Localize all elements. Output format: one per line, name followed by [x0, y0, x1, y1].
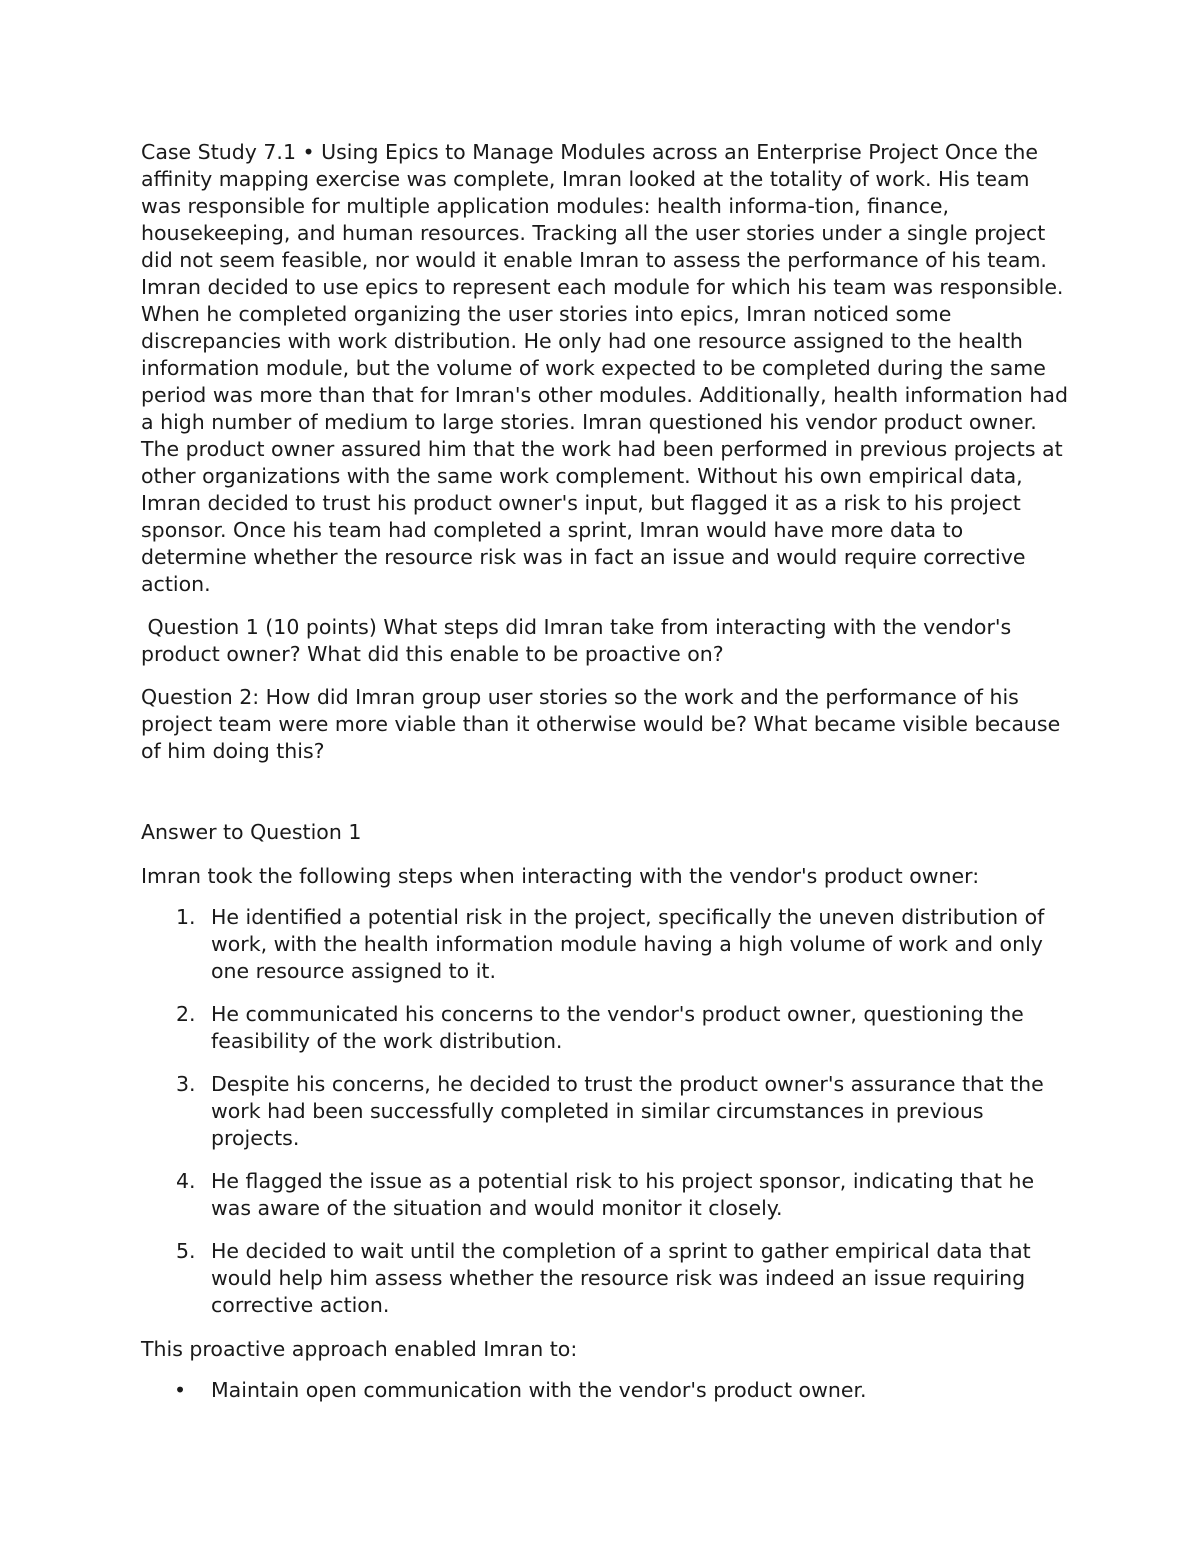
list-item — [141, 1238, 1071, 1319]
list-number: 1. — [176, 905, 196, 929]
answer-lead: Imran took the following steps when interacting with the vendor's product owner: — [141, 864, 980, 888]
list-item — [141, 1377, 1071, 1404]
question-1: Question 1 (10 points) What steps did Imran take from interacting with the vendor's product owner? What did this enable to be proactive on? — [141, 615, 1018, 666]
case-study-paragraph: Case Study 7.1 • Using Epics to Manage Modules across an Enterprise Project Once the affinity mapping exercise was complete, Imran looked at the totality of work. His team was responsible for multiple application modules: health informa-tion, finance, housekeeping, and human resources. Tracking all the user stories under a single project did not seem feasible, nor would it enable Imran to assess the performance of his team. Imran decided to use epics to represent each module for which his team was responsible. When he completed organizing the user stories into epics, Imran noticed some discrepancies with work distribution. He only had one resource assigned to the health information module, but the volume of work expected to be completed during the same period was more than that for Imran's other modules. Additionally, health information had a high number of medium to large stories. Imran questioned his vendor product owner. The product owner assured him that the work had been performed in previous projects at other organizations with the same work complement. Without his own empirical data, Imran decided to trust his product owner's input, but flagged it as a risk to his project sponsor. Once his team had completed a sprint, Imran would have more data to determine whether the resource risk was in fact an issue and would require corrective action. — [141, 140, 1068, 596]
list-item — [141, 1001, 1071, 1055]
closing-paragraph: This proactive approach enabled Imran to: — [141, 1337, 578, 1361]
list-item-text: He communicated his concerns to the vendor's product owner, questioning the feasibility of the work distribution. — [211, 1002, 1024, 1053]
list-number: 3. — [176, 1072, 196, 1096]
list-item — [141, 1168, 1071, 1222]
answer-heading: Answer to Question 1 — [141, 820, 362, 844]
bullet-icon: • — [174, 1378, 187, 1402]
list-item-text: Despite his concerns, he decided to trust the product owner's assurance that the work had been successfully completed in similar circumstances in previous projects. — [211, 1072, 1044, 1150]
steps-list — [141, 904, 1071, 1319]
list-number: 2. — [176, 1002, 196, 1026]
document-page — [141, 139, 1071, 1404]
question-2: Question 2: How did Imran group user stories so the work and the performance of his project team were more viable than it otherwise would be? What became visible because of him doing this? — [141, 685, 1061, 763]
list-item-text: He identified a potential risk in the project, specifically the uneven distribution of work, with the health information module having a high volume of work and only one resource assigned to it. — [211, 905, 1045, 983]
list-item-text: Maintain open communication with the vendor's product owner. — [211, 1378, 867, 1402]
bullet-list — [141, 1377, 1071, 1404]
list-number: 5. — [176, 1239, 196, 1263]
list-number: 4. — [176, 1169, 196, 1193]
list-item-text: He flagged the issue as a potential risk to his project sponsor, indicating that he was aware of the situation and would monitor it closely. — [211, 1169, 1035, 1220]
list-item — [141, 904, 1071, 985]
list-item-text: He decided to wait until the completion of a sprint to gather empirical data that would help him assess whether the resource risk was indeed an issue requiring corrective action. — [211, 1239, 1031, 1317]
list-item — [141, 1071, 1071, 1152]
